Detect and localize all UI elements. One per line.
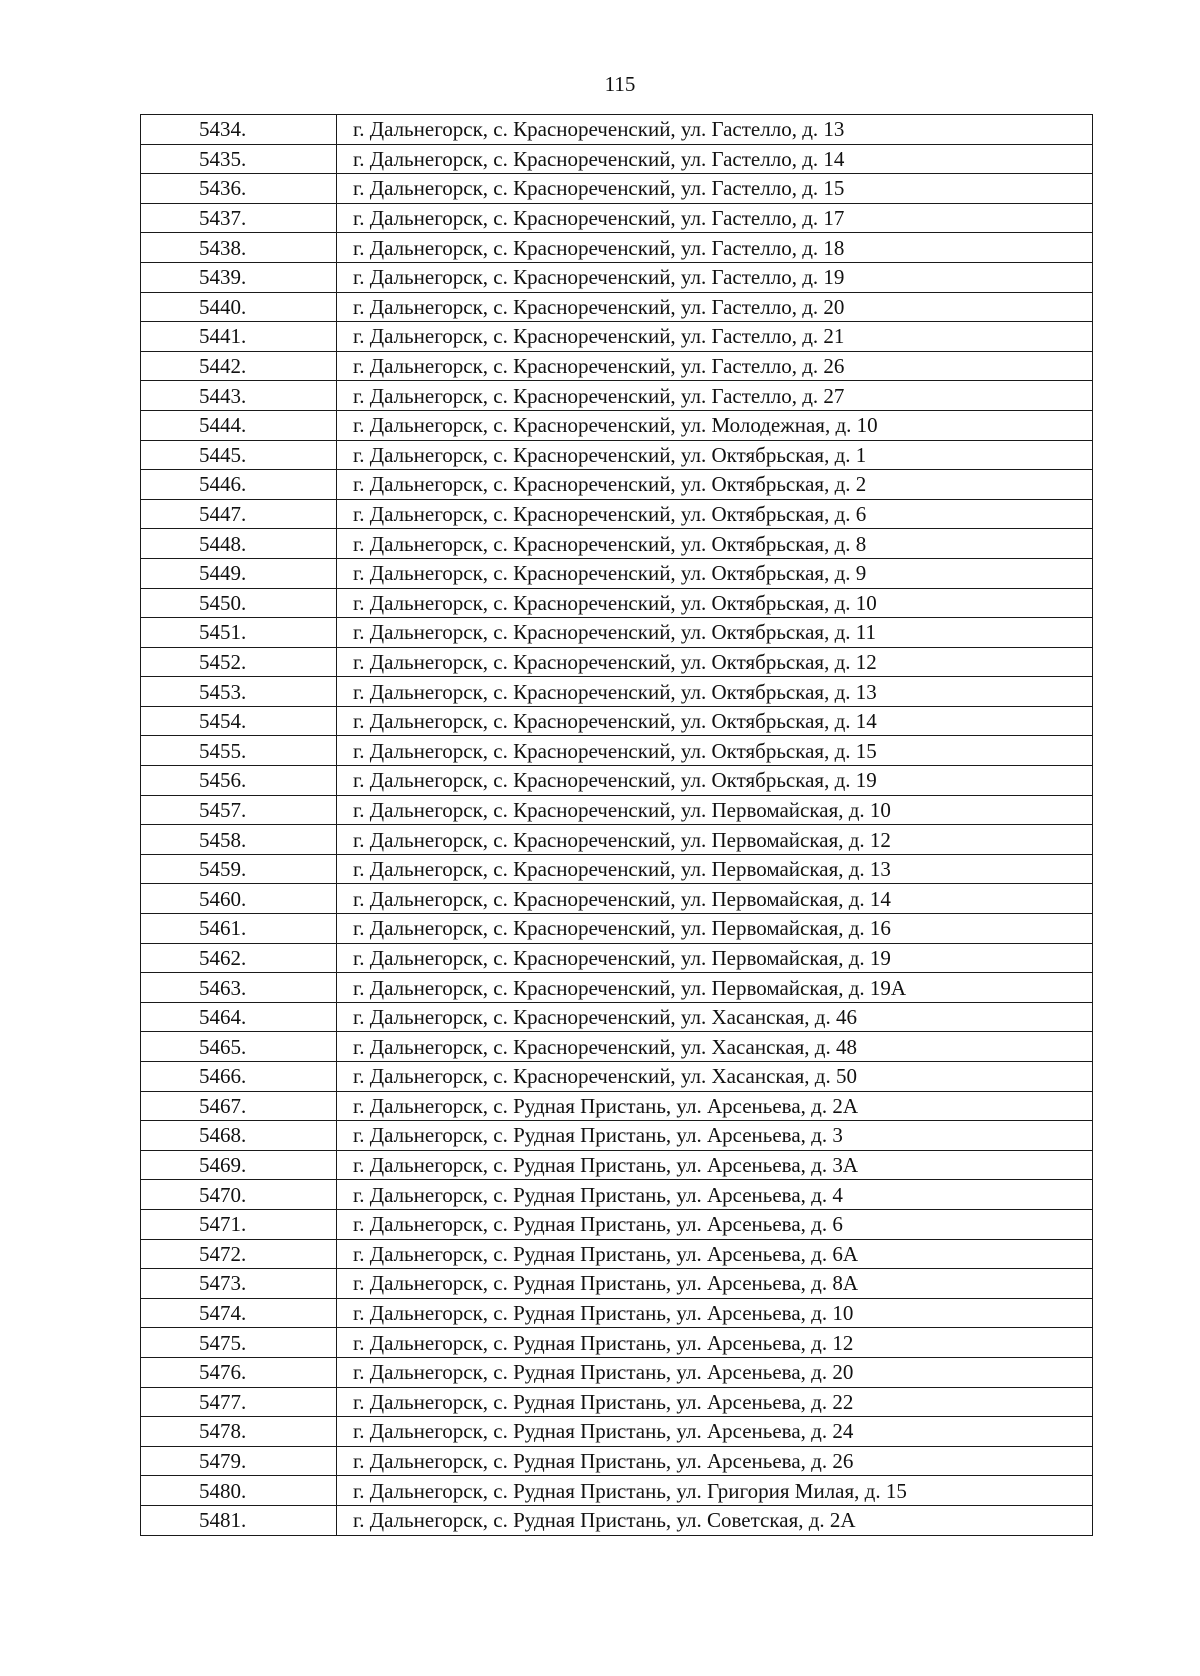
row-address: г. Дальнегорск, с. Рудная Пристань, ул. Арсеньева, д. 3А <box>337 1150 1093 1180</box>
row-number: 5474. <box>141 1298 337 1328</box>
row-number: 5478. <box>141 1417 337 1447</box>
row-address: г. Дальнегорск, с. Рудная Пристань, ул. Арсеньева, д. 2А <box>337 1091 1093 1121</box>
table-row <box>141 1002 1093 1032</box>
table-row <box>141 1180 1093 1210</box>
row-number: 5459. <box>141 854 337 884</box>
row-number: 5442. <box>141 351 337 381</box>
table-row <box>141 233 1093 263</box>
table-row <box>141 558 1093 588</box>
row-address: г. Дальнегорск, с. Краснореченский, ул. Октябрьская, д. 10 <box>337 588 1093 618</box>
row-number: 5476. <box>141 1357 337 1387</box>
table-row <box>141 174 1093 204</box>
row-address: г. Дальнегорск, с. Краснореченский, ул. Первомайская, д. 13 <box>337 854 1093 884</box>
row-number: 5451. <box>141 618 337 648</box>
row-address: г. Дальнегорск, с. Краснореченский, ул. Октябрьская, д. 11 <box>337 618 1093 648</box>
row-address: г. Дальнегорск, с. Краснореченский, ул. Первомайская, д. 19А <box>337 973 1093 1003</box>
table-row <box>141 1032 1093 1062</box>
row-number: 5468. <box>141 1121 337 1151</box>
row-address: г. Дальнегорск, с. Краснореченский, ул. Октябрьская, д. 1 <box>337 440 1093 470</box>
table-row <box>141 1357 1093 1387</box>
table-row <box>141 647 1093 677</box>
row-number: 5446. <box>141 470 337 500</box>
row-address: г. Дальнегорск, с. Рудная Пристань, ул. Арсеньева, д. 26 <box>337 1446 1093 1476</box>
table-row <box>141 1417 1093 1447</box>
row-number: 5456. <box>141 766 337 796</box>
row-number: 5467. <box>141 1091 337 1121</box>
table-row <box>141 1121 1093 1151</box>
row-number: 5439. <box>141 262 337 292</box>
row-address: г. Дальнегорск, с. Краснореченский, ул. Хасанская, д. 48 <box>337 1032 1093 1062</box>
page-number: 115 <box>604 72 636 96</box>
row-number: 5477. <box>141 1387 337 1417</box>
table-row <box>141 351 1093 381</box>
row-number: 5475. <box>141 1328 337 1358</box>
row-number: 5447. <box>141 499 337 529</box>
row-address: г. Дальнегорск, с. Краснореченский, ул. Октябрьская, д. 2 <box>337 470 1093 500</box>
row-number: 5452. <box>141 647 337 677</box>
row-number: 5437. <box>141 203 337 233</box>
row-address: г. Дальнегорск, с. Краснореченский, ул. Октябрьская, д. 14 <box>337 706 1093 736</box>
row-address: г. Дальнегорск, с. Рудная Пристань, ул. Арсеньева, д. 3 <box>337 1121 1093 1151</box>
row-number: 5461. <box>141 914 337 944</box>
row-number: 5481. <box>141 1505 337 1535</box>
row-address: г. Дальнегорск, с. Краснореченский, ул. Октябрьская, д. 13 <box>337 677 1093 707</box>
row-address: г. Дальнегорск, с. Краснореченский, ул. Гастелло, д. 20 <box>337 292 1093 322</box>
row-address: г. Дальнегорск, с. Краснореченский, ул. Хасанская, д. 50 <box>337 1062 1093 1092</box>
row-address: г. Дальнегорск, с. Краснореченский, ул. Хасанская, д. 46 <box>337 1002 1093 1032</box>
address-table-body <box>141 115 1093 1536</box>
table-row <box>141 1298 1093 1328</box>
row-number: 5455. <box>141 736 337 766</box>
table-row <box>141 588 1093 618</box>
row-number: 5438. <box>141 233 337 263</box>
row-address: г. Дальнегорск, с. Краснореченский, ул. Гастелло, д. 18 <box>337 233 1093 263</box>
row-number: 5444. <box>141 410 337 440</box>
row-number: 5453. <box>141 677 337 707</box>
table-row <box>141 1505 1093 1535</box>
table-row <box>141 825 1093 855</box>
row-address: г. Дальнегорск, с. Рудная Пристань, ул. Арсеньева, д. 24 <box>337 1417 1093 1447</box>
table-row <box>141 115 1093 145</box>
row-number: 5470. <box>141 1180 337 1210</box>
table-row <box>141 973 1093 1003</box>
row-address: г. Дальнегорск, с. Краснореченский, ул. Молодежная, д. 10 <box>337 410 1093 440</box>
row-number: 5435. <box>141 144 337 174</box>
row-address: г. Дальнегорск, с. Краснореченский, ул. Гастелло, д. 17 <box>337 203 1093 233</box>
row-number: 5458. <box>141 825 337 855</box>
address-table <box>140 114 1093 1536</box>
row-address: г. Дальнегорск, с. Рудная Пристань, ул. Арсеньева, д. 22 <box>337 1387 1093 1417</box>
row-number: 5473. <box>141 1269 337 1299</box>
row-address: г. Дальнегорск, с. Краснореченский, ул. Октябрьская, д. 12 <box>337 647 1093 677</box>
row-number: 5479. <box>141 1446 337 1476</box>
row-address: г. Дальнегорск, с. Рудная Пристань, ул. Арсеньева, д. 6 <box>337 1209 1093 1239</box>
row-number: 5441. <box>141 322 337 352</box>
row-address: г. Дальнегорск, с. Краснореченский, ул. Первомайская, д. 10 <box>337 795 1093 825</box>
table-row <box>141 795 1093 825</box>
table-row <box>141 322 1093 352</box>
row-number: 5457. <box>141 795 337 825</box>
row-address: г. Дальнегорск, с. Рудная Пристань, ул. Арсеньева, д. 10 <box>337 1298 1093 1328</box>
row-number: 5445. <box>141 440 337 470</box>
row-number: 5471. <box>141 1209 337 1239</box>
row-address: г. Дальнегорск, с. Рудная Пристань, ул. Арсеньева, д. 4 <box>337 1180 1093 1210</box>
table-row <box>141 677 1093 707</box>
row-address: г. Дальнегорск, с. Краснореченский, ул. Октябрьская, д. 19 <box>337 766 1093 796</box>
row-address: г. Дальнегорск, с. Краснореченский, ул. Октябрьская, д. 9 <box>337 558 1093 588</box>
table-row <box>141 706 1093 736</box>
row-address: г. Дальнегорск, с. Краснореченский, ул. Гастелло, д. 27 <box>337 381 1093 411</box>
row-address: г. Дальнегорск, с. Краснореченский, ул. Октябрьская, д. 15 <box>337 736 1093 766</box>
row-number: 5448. <box>141 529 337 559</box>
row-address: г. Дальнегорск, с. Краснореченский, ул. Гастелло, д. 19 <box>337 262 1093 292</box>
row-number: 5465. <box>141 1032 337 1062</box>
table-row <box>141 470 1093 500</box>
table-row <box>141 1446 1093 1476</box>
row-number: 5443. <box>141 381 337 411</box>
row-address: г. Дальнегорск, с. Краснореченский, ул. Гастелло, д. 15 <box>337 174 1093 204</box>
table-row <box>141 943 1093 973</box>
row-address: г. Дальнегорск, с. Рудная Пристань, ул. Григория Милая, д. 15 <box>337 1476 1093 1506</box>
row-address: г. Дальнегорск, с. Рудная Пристань, ул. Советская, д. 2А <box>337 1505 1093 1535</box>
table-row <box>141 410 1093 440</box>
row-number: 5449. <box>141 558 337 588</box>
row-number: 5440. <box>141 292 337 322</box>
table-row <box>141 499 1093 529</box>
row-address: г. Дальнегорск, с. Рудная Пристань, ул. Арсеньева, д. 20 <box>337 1357 1093 1387</box>
table-row <box>141 884 1093 914</box>
row-address: г. Дальнегорск, с. Краснореченский, ул. Гастелло, д. 21 <box>337 322 1093 352</box>
row-number: 5436. <box>141 174 337 204</box>
table-row <box>141 766 1093 796</box>
table-row <box>141 1476 1093 1506</box>
row-number: 5463. <box>141 973 337 1003</box>
row-address: г. Дальнегорск, с. Краснореченский, ул. Первомайская, д. 14 <box>337 884 1093 914</box>
row-address: г. Дальнегорск, с. Краснореченский, ул. Гастелло, д. 13 <box>337 115 1093 145</box>
row-number: 5462. <box>141 943 337 973</box>
table-row <box>141 1387 1093 1417</box>
row-number: 5434. <box>141 115 337 145</box>
table-row <box>141 1062 1093 1092</box>
row-address: г. Дальнегорск, с. Рудная Пристань, ул. Арсеньева, д. 8А <box>337 1269 1093 1299</box>
table-row <box>141 262 1093 292</box>
table-row <box>141 1091 1093 1121</box>
row-number: 5469. <box>141 1150 337 1180</box>
table-row <box>141 618 1093 648</box>
table-row <box>141 1269 1093 1299</box>
table-row <box>141 854 1093 884</box>
row-address: г. Дальнегорск, с. Краснореченский, ул. Первомайская, д. 16 <box>337 914 1093 944</box>
row-number: 5466. <box>141 1062 337 1092</box>
table-row <box>141 381 1093 411</box>
table-row <box>141 736 1093 766</box>
row-address: г. Дальнегорск, с. Краснореченский, ул. Первомайская, д. 19 <box>337 943 1093 973</box>
row-address: г. Дальнегорск, с. Рудная Пристань, ул. Арсеньева, д. 12 <box>337 1328 1093 1358</box>
row-address: г. Дальнегорск, с. Краснореченский, ул. Октябрьская, д. 8 <box>337 529 1093 559</box>
table-row <box>141 1328 1093 1358</box>
table-row <box>141 292 1093 322</box>
row-address: г. Дальнегорск, с. Краснореченский, ул. Гастелло, д. 14 <box>337 144 1093 174</box>
row-number: 5454. <box>141 706 337 736</box>
row-number: 5450. <box>141 588 337 618</box>
table-row <box>141 144 1093 174</box>
table-row <box>141 1239 1093 1269</box>
row-address: г. Дальнегорск, с. Краснореченский, ул. Первомайская, д. 12 <box>337 825 1093 855</box>
row-number: 5460. <box>141 884 337 914</box>
table-row <box>141 914 1093 944</box>
table-row <box>141 1150 1093 1180</box>
table-row <box>141 203 1093 233</box>
row-number: 5464. <box>141 1002 337 1032</box>
row-address: г. Дальнегорск, с. Рудная Пристань, ул. Арсеньева, д. 6А <box>337 1239 1093 1269</box>
table-row <box>141 1209 1093 1239</box>
table-row <box>141 440 1093 470</box>
row-number: 5472. <box>141 1239 337 1269</box>
table-row <box>141 529 1093 559</box>
row-address: г. Дальнегорск, с. Краснореченский, ул. Гастелло, д. 26 <box>337 351 1093 381</box>
row-address: г. Дальнегорск, с. Краснореченский, ул. Октябрьская, д. 6 <box>337 499 1093 529</box>
row-number: 5480. <box>141 1476 337 1506</box>
